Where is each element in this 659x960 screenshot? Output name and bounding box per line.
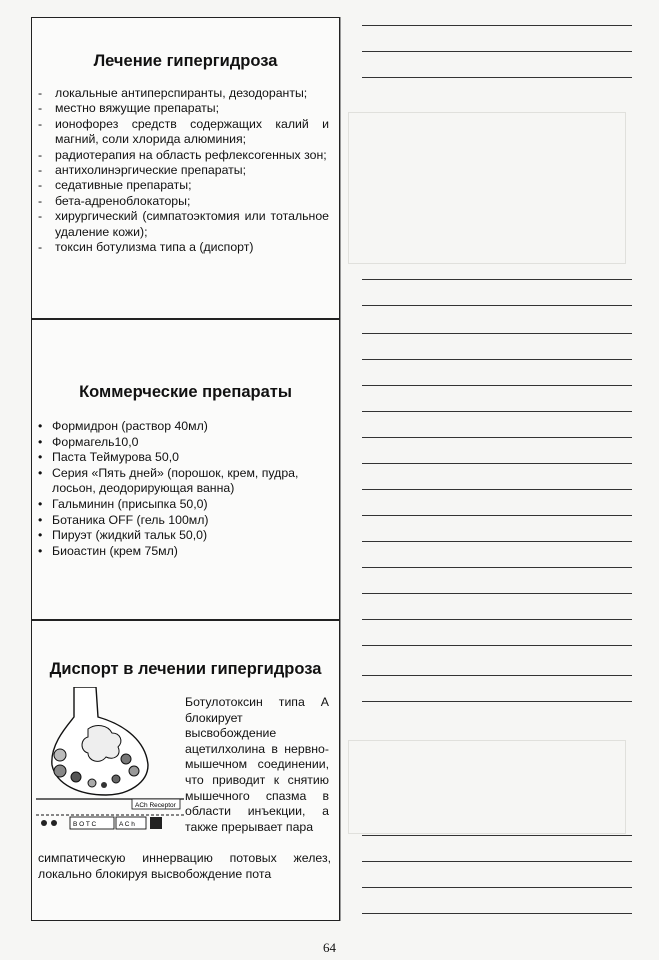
list-item bbox=[38, 544, 331, 560]
list-item bbox=[38, 194, 329, 209]
list-item bbox=[38, 435, 331, 451]
list-item bbox=[38, 163, 329, 178]
vesicle-icon bbox=[112, 775, 120, 783]
bullet-icon: • bbox=[38, 450, 43, 465]
vesicle-icon bbox=[101, 782, 107, 788]
receptor-label: ACh Receptor bbox=[135, 802, 176, 809]
dysport-description-continued: симпатическую иннервацию потовых желез, локально блокируя высвобождение пота bbox=[38, 851, 331, 881]
slide-title: Диспорт в лечении гипергидроза bbox=[49, 660, 322, 678]
vesicle-icon bbox=[121, 754, 131, 764]
bullet-icon: • bbox=[38, 512, 43, 527]
list-item-text: Биоастин (крем 75мл) bbox=[52, 543, 178, 558]
note-line bbox=[362, 701, 632, 702]
list-item bbox=[38, 513, 331, 529]
bullet-icon: • bbox=[38, 434, 43, 449]
list-item-text: местно вяжущие препараты; bbox=[55, 101, 220, 116]
list-item-text: Пируэт (жидкий тальк 50,0) bbox=[52, 528, 208, 543]
vesicle-icon bbox=[88, 779, 96, 787]
note-line bbox=[362, 593, 632, 594]
botc-label: B O T C bbox=[73, 821, 97, 828]
list-item-text: антихолинэргические препараты; bbox=[55, 163, 247, 178]
note-line bbox=[362, 77, 632, 78]
list-item-text: Формагель10,0 bbox=[52, 434, 139, 449]
note-line bbox=[362, 489, 632, 490]
note-line bbox=[362, 515, 632, 516]
list-marker: - bbox=[38, 193, 43, 208]
list-item-text: Гальминин (присыпка 50,0) bbox=[52, 496, 208, 511]
ach-label: A C h bbox=[119, 821, 135, 828]
list-item-text: хирургический (симпатоэктомия или тотальное удаление кожи); bbox=[55, 209, 329, 239]
note-line bbox=[362, 385, 632, 386]
dot-icon bbox=[41, 820, 47, 826]
list-item bbox=[38, 497, 331, 513]
bullet-icon: • bbox=[38, 528, 43, 543]
list-item bbox=[38, 419, 331, 435]
notes-column bbox=[340, 17, 640, 921]
treatment-list bbox=[38, 86, 329, 255]
list-item-text: радиотерапия на область рефлексогенных зон; bbox=[55, 147, 327, 162]
show-through-table bbox=[348, 740, 626, 834]
list-item bbox=[38, 101, 329, 116]
list-item-text: локальные антиперспиранты, дезодоранты; bbox=[55, 86, 308, 100]
note-line bbox=[362, 645, 632, 646]
list-marker: - bbox=[38, 209, 43, 224]
list-marker: - bbox=[38, 101, 43, 116]
note-line bbox=[362, 279, 632, 280]
vesicle-icon bbox=[54, 749, 66, 761]
page-number: 64 bbox=[323, 940, 336, 955]
list-item-text: Формидрон (раствор 40мл) bbox=[52, 419, 208, 433]
list-item bbox=[38, 178, 329, 193]
note-line bbox=[362, 25, 632, 26]
note-line bbox=[362, 541, 632, 542]
dysport-description: Ботулотоксин типа А блокирует высвобождение ацетилхолина в нервно-мышечном соединении, что приводит к снятию мышечного спазма в области инъекции, а также прерывает пара bbox=[185, 695, 329, 834]
list-item bbox=[38, 117, 329, 148]
list-item bbox=[38, 466, 331, 497]
list-marker: - bbox=[38, 86, 43, 100]
list-item bbox=[38, 450, 331, 466]
list-marker: - bbox=[38, 240, 43, 255]
list-marker: - bbox=[38, 163, 43, 178]
synapse-diagram bbox=[36, 687, 184, 835]
list-item bbox=[38, 209, 329, 240]
block-square-icon bbox=[150, 817, 162, 829]
list-item-text: бета-адреноблокаторы; bbox=[55, 193, 191, 208]
bullet-icon: • bbox=[38, 465, 43, 480]
list-item-text: Паста Теймурова 50,0 bbox=[52, 450, 179, 465]
slide-commercial-products bbox=[31, 319, 340, 620]
vesicle-icon bbox=[54, 765, 66, 777]
note-line bbox=[362, 333, 632, 334]
list-marker: - bbox=[38, 116, 43, 131]
note-line bbox=[362, 567, 632, 568]
slide-hyperhidrosis-treatment bbox=[31, 17, 340, 319]
list-item-text: седативные препараты; bbox=[55, 178, 192, 193]
list-item-text: токсин ботулизма типа а (диспорт) bbox=[55, 240, 254, 255]
note-line bbox=[362, 51, 632, 52]
bullet-icon: • bbox=[38, 419, 43, 433]
list-item bbox=[38, 528, 331, 544]
note-line bbox=[362, 463, 632, 464]
list-marker: - bbox=[38, 147, 43, 162]
note-line bbox=[362, 411, 632, 412]
bullet-icon: • bbox=[38, 496, 43, 511]
note-line bbox=[362, 619, 632, 620]
note-line bbox=[362, 675, 632, 676]
dot-icon bbox=[51, 820, 57, 826]
list-item bbox=[38, 240, 329, 255]
note-line bbox=[362, 887, 632, 888]
products-list bbox=[38, 419, 331, 559]
list-item bbox=[38, 86, 329, 101]
note-line bbox=[362, 359, 632, 360]
vesicle-icon bbox=[71, 772, 81, 782]
vesicle-icon bbox=[129, 766, 139, 776]
list-item-text: ионофорез средств содержащих калий и магний, соли хлорида алюминия; bbox=[55, 116, 329, 147]
slide-dysport bbox=[31, 620, 340, 921]
note-line bbox=[362, 861, 632, 862]
list-marker: - bbox=[38, 178, 43, 193]
list-item bbox=[38, 148, 329, 163]
list-item-text: Ботаника OFF (гель 100мл) bbox=[52, 512, 209, 527]
note-line bbox=[362, 913, 632, 914]
bullet-icon: • bbox=[38, 543, 43, 558]
note-line bbox=[362, 305, 632, 306]
slide-title: Лечение гипергидроза bbox=[93, 52, 278, 70]
note-line bbox=[362, 835, 632, 836]
show-through-table bbox=[348, 112, 626, 264]
note-line bbox=[362, 437, 632, 438]
slide-title: Коммерческие препараты bbox=[79, 383, 292, 401]
list-item-text: Серия «Пять дней» (порошок, крем, пудра, лосьон, деодорирующая ванна) bbox=[52, 465, 299, 496]
